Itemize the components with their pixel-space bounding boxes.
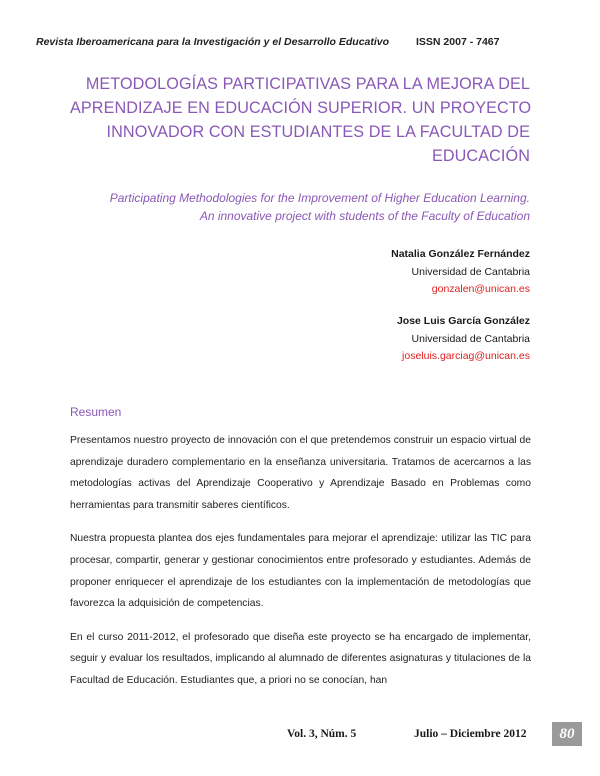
running-header — [36, 36, 560, 48]
abstract-paragraph-3: En el curso 2011-2012, el profesorado que diseña este proyecto se ha encargado de implementar, seguir y evaluar los resultados, implicando al alumnado de diferentes asignaturas y titulaciones de la Facultad de Educación. Estudiantes que, a priori no se conocían, han — [70, 631, 531, 686]
author-block-2 — [300, 313, 530, 366]
title-line-2: APRENDIZAJE EN EDUCACIÓN SUPERIOR. UN PROYECTO — [70, 99, 532, 117]
abstract-body — [70, 430, 531, 704]
english-title — [60, 190, 530, 225]
author-institution: Universidad de Cantabria — [411, 265, 530, 278]
volume-number: Vol. 3, Núm. 5 — [287, 728, 357, 740]
title-line-1: METODOLOGÍAS PARTICIPATIVAS PARA LA MEJORA DEL — [85, 75, 530, 93]
paper-title — [70, 72, 530, 168]
english-title-line-2: An innovative project with students of the Faculty of Education — [199, 208, 530, 223]
author-name: Natalia González Fernández — [391, 248, 530, 260]
author-email-link[interactable]: joseluis.garciag@unican.es — [402, 350, 530, 362]
title-line-3: INNOVADOR CON ESTUDIANTES DE LA FACULTAD DE — [106, 123, 530, 141]
abstract-heading: Resumen — [70, 405, 122, 419]
author-name: Jose Luis García González — [396, 315, 530, 327]
issn: ISSN 2007 - 7467 — [416, 36, 500, 48]
issue-date: Julio – Diciembre 2012 — [414, 728, 527, 740]
author-email-link[interactable]: gonzalen@unican.es — [431, 283, 530, 295]
author-block-1 — [300, 246, 530, 299]
author-institution: Universidad de Cantabria — [411, 332, 530, 345]
journal-name: Revista Iberoamericana para la Investigación y el Desarrollo Educativo — [36, 36, 390, 48]
abstract-paragraph-1: Presentamos nuestro proyecto de innovación con el que pretendemos construir un espacio virtual de aprendizaje duradero complementario en la enseñanza universitaria. Tratamos de acercarnos a las metodologías activas del Aprendizaje Cooperativo y Aprendizaje Basado en Problemas como herramientas para transmitir saberes científicos. — [70, 435, 531, 511]
abstract-paragraph-2: Nuestra propuesta plantea dos ejes fundamentales para mejorar el aprendizaje: utilizar las TIC para procesar, compartir, generar y gestionar conocimientos entre profesorado y estudiantes. Además de proponer enriquecer el aprendizaje de los estudiantes con la implementación de metodologías que favorezca la adquisición de competencias. — [70, 533, 531, 610]
page-number: 80 — [552, 722, 582, 746]
title-line-4: EDUCACIÓN — [431, 147, 530, 165]
english-title-line-1: Participating Methodologies for the Improvement of Higher Education Learning. — [109, 191, 530, 205]
